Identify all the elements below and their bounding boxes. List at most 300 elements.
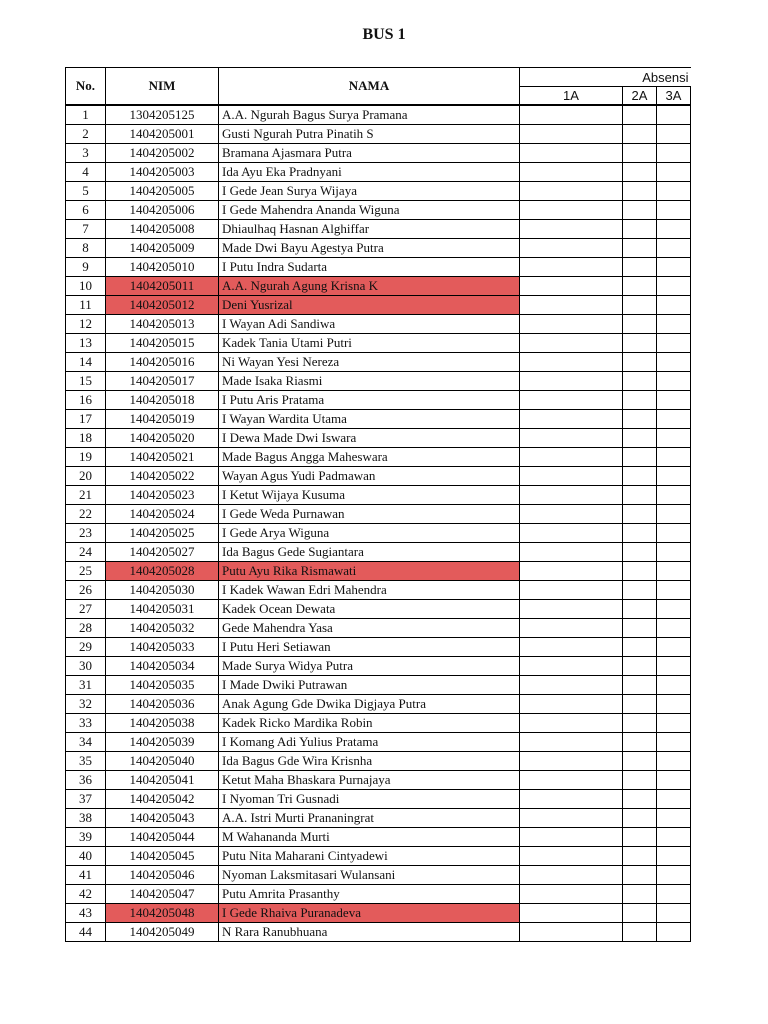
row-nim: 1404205033 [106, 637, 219, 656]
row-nim: 1304205125 [106, 105, 219, 125]
attendance-cell-1a [520, 200, 623, 219]
attendance-cell-1a [520, 656, 623, 675]
row-nama: I Komang Adi Yulius Pratama [219, 732, 520, 751]
row-nim: 1404205020 [106, 428, 219, 447]
row-nim: 1404205017 [106, 371, 219, 390]
table-row [66, 257, 691, 276]
row-nama: Dhiaulhaq Hasnan Alghiffar [219, 219, 520, 238]
row-nim: 1404205001 [106, 124, 219, 143]
row-number: 30 [66, 656, 106, 675]
attendance-cell-2a [623, 333, 657, 352]
row-number: 27 [66, 599, 106, 618]
attendance-cell-2a [623, 884, 657, 903]
table-row [66, 504, 691, 523]
table-row [66, 846, 691, 865]
row-number: 42 [66, 884, 106, 903]
row-nim: 1404205035 [106, 675, 219, 694]
row-number: 6 [66, 200, 106, 219]
table-row [66, 770, 691, 789]
attendance-cell-3a [657, 770, 691, 789]
attendance-cell-2a [623, 675, 657, 694]
attendance-cell-2a [623, 523, 657, 542]
attendance-cell-2a [623, 618, 657, 637]
row-nama: I Ketut Wijaya Kusuma [219, 485, 520, 504]
row-nama: Bramana Ajasmara Putra [219, 143, 520, 162]
row-nama: Putu Nita Maharani Cintyadewi [219, 846, 520, 865]
header-absensi: Absensi [520, 68, 691, 87]
attendance-cell-2a [623, 789, 657, 808]
row-nim: 1404205032 [106, 618, 219, 637]
row-nama: I Gede Weda Purnawan [219, 504, 520, 523]
row-nim: 1404205010 [106, 257, 219, 276]
attendance-cell-3a [657, 143, 691, 162]
attendance-cell-2a [623, 542, 657, 561]
row-nama: A.A. Istri Murti Prananingrat [219, 808, 520, 827]
attendance-cell-1a [520, 751, 623, 770]
row-number: 24 [66, 542, 106, 561]
row-nim: 1404205027 [106, 542, 219, 561]
attendance-cell-3a [657, 922, 691, 941]
table-row [66, 637, 691, 656]
row-number: 41 [66, 865, 106, 884]
attendance-cell-3a [657, 466, 691, 485]
attendance-cell-3a [657, 637, 691, 656]
row-nama: A.A. Ngurah Agung Krisna K [219, 276, 520, 295]
row-number: 20 [66, 466, 106, 485]
attendance-cell-3a [657, 105, 691, 125]
table-row [66, 884, 691, 903]
attendance-cell-3a [657, 751, 691, 770]
attendance-cell-2a [623, 827, 657, 846]
row-number: 5 [66, 181, 106, 200]
attendance-cell-1a [520, 542, 623, 561]
header-col-1a: 1A [520, 87, 623, 105]
row-nim: 1404205041 [106, 770, 219, 789]
attendance-cell-1a [520, 238, 623, 257]
attendance-cell-1a [520, 523, 623, 542]
attendance-cell-2a [623, 485, 657, 504]
attendance-cell-2a [623, 504, 657, 523]
attendance-cell-3a [657, 428, 691, 447]
row-nama: Wayan Agus Yudi Padmawan [219, 466, 520, 485]
attendance-cell-2a [623, 580, 657, 599]
header-col-2a: 2A [623, 87, 657, 105]
attendance-cell-3a [657, 865, 691, 884]
row-nama: A.A. Ngurah Bagus Surya Pramana [219, 105, 520, 125]
row-nim: 1404205043 [106, 808, 219, 827]
table-row [66, 428, 691, 447]
row-nama: M Wahananda Murti [219, 827, 520, 846]
attendance-cell-3a [657, 599, 691, 618]
attendance-cell-1a [520, 770, 623, 789]
attendance-cell-2a [623, 466, 657, 485]
attendance-cell-2a [623, 371, 657, 390]
row-number: 12 [66, 314, 106, 333]
row-number: 29 [66, 637, 106, 656]
attendance-cell-3a [657, 561, 691, 580]
row-nama: I Gede Mahendra Ananda Wiguna [219, 200, 520, 219]
attendance-cell-1a [520, 428, 623, 447]
attendance-cell-3a [657, 390, 691, 409]
row-nama: Deni Yusrizal [219, 295, 520, 314]
row-number: 17 [66, 409, 106, 428]
attendance-cell-1a [520, 846, 623, 865]
row-nama: I Putu Aris Pratama [219, 390, 520, 409]
attendance-cell-2a [623, 276, 657, 295]
attendance-cell-1a [520, 789, 623, 808]
row-number: 40 [66, 846, 106, 865]
header-no: No. [66, 68, 106, 105]
attendance-cell-1a [520, 808, 623, 827]
row-number: 34 [66, 732, 106, 751]
table-row [66, 599, 691, 618]
attendance-cell-1a [520, 352, 623, 371]
row-nama: I Gede Arya Wiguna [219, 523, 520, 542]
row-number: 3 [66, 143, 106, 162]
row-nama: Ida Bagus Gde Wira Krisnha [219, 751, 520, 770]
attendance-cell-3a [657, 181, 691, 200]
row-nim: 1404205047 [106, 884, 219, 903]
attendance-cell-2a [623, 846, 657, 865]
attendance-cell-3a [657, 333, 691, 352]
row-nama: Kadek Ricko Mardika Robin [219, 713, 520, 732]
attendance-cell-3a [657, 618, 691, 637]
row-number: 14 [66, 352, 106, 371]
row-nim: 1404205009 [106, 238, 219, 257]
attendance-cell-2a [623, 181, 657, 200]
attendance-cell-3a [657, 295, 691, 314]
attendance-cell-1a [520, 713, 623, 732]
table-row [66, 238, 691, 257]
attendance-cell-1a [520, 732, 623, 751]
header-nama: NAMA [219, 68, 520, 105]
attendance-cell-1a [520, 105, 623, 125]
attendance-cell-2a [623, 143, 657, 162]
table-row [66, 751, 691, 770]
table-row [66, 181, 691, 200]
table-row [66, 827, 691, 846]
attendance-cell-2a [623, 922, 657, 941]
attendance-cell-1a [520, 181, 623, 200]
table-row [66, 333, 691, 352]
row-nim: 1404205021 [106, 447, 219, 466]
row-number: 39 [66, 827, 106, 846]
attendance-cell-3a [657, 713, 691, 732]
row-number: 23 [66, 523, 106, 542]
table-row [66, 561, 691, 580]
attendance-cell-2a [623, 599, 657, 618]
attendance-cell-2a [623, 865, 657, 884]
row-nama: Kadek Tania Utami Putri [219, 333, 520, 352]
row-nim: 1404205024 [106, 504, 219, 523]
row-nim: 1404205046 [106, 865, 219, 884]
attendance-cell-3a [657, 352, 691, 371]
table-row [66, 200, 691, 219]
attendance-cell-3a [657, 257, 691, 276]
attendance-cell-3a [657, 219, 691, 238]
attendance-cell-2a [623, 409, 657, 428]
row-number: 16 [66, 390, 106, 409]
table-row [66, 447, 691, 466]
row-nim: 1404205018 [106, 390, 219, 409]
attendance-cell-1a [520, 599, 623, 618]
attendance-cell-1a [520, 371, 623, 390]
attendance-cell-2a [623, 447, 657, 466]
attendance-cell-1a [520, 466, 623, 485]
row-number: 9 [66, 257, 106, 276]
row-nama: Made Dwi Bayu Agestya Putra [219, 238, 520, 257]
row-nim: 1404205013 [106, 314, 219, 333]
row-number: 2 [66, 124, 106, 143]
table-row [66, 409, 691, 428]
row-nim: 1404205034 [106, 656, 219, 675]
row-nim: 1404205008 [106, 219, 219, 238]
table-row [66, 922, 691, 941]
row-nim: 1404205012 [106, 295, 219, 314]
table-row [66, 219, 691, 238]
row-number: 19 [66, 447, 106, 466]
row-nama: I Gede Rhaiva Puranadeva [219, 903, 520, 922]
row-nama: I Wayan Wardita Utama [219, 409, 520, 428]
attendance-cell-2a [623, 751, 657, 770]
attendance-cell-3a [657, 409, 691, 428]
row-nim: 1404205006 [106, 200, 219, 219]
row-nim: 1404205016 [106, 352, 219, 371]
attendance-cell-2a [623, 257, 657, 276]
attendance-cell-2a [623, 732, 657, 751]
row-nama: Putu Ayu Rika Rismawati [219, 561, 520, 580]
row-nim: 1404205042 [106, 789, 219, 808]
row-nama: I Putu Indra Sudarta [219, 257, 520, 276]
row-nama: Gusti Ngurah Putra Pinatih S [219, 124, 520, 143]
table-row [66, 352, 691, 371]
table-row [66, 485, 691, 504]
attendance-cell-1a [520, 637, 623, 656]
row-number: 31 [66, 675, 106, 694]
table-row [66, 656, 691, 675]
table-row [66, 580, 691, 599]
row-nim: 1404205049 [106, 922, 219, 941]
row-number: 18 [66, 428, 106, 447]
table-row [66, 523, 691, 542]
table-row [66, 713, 691, 732]
attendance-cell-1a [520, 865, 623, 884]
attendance-cell-3a [657, 504, 691, 523]
attendance-cell-3a [657, 238, 691, 257]
attendance-cell-3a [657, 523, 691, 542]
table-row [66, 542, 691, 561]
row-nim: 1404205011 [106, 276, 219, 295]
table-row [66, 276, 691, 295]
row-nim: 1404205015 [106, 333, 219, 352]
row-nama: Ketut Maha Bhaskara Purnajaya [219, 770, 520, 789]
table-row [66, 808, 691, 827]
attendance-cell-1a [520, 884, 623, 903]
attendance-cell-1a [520, 333, 623, 352]
row-number: 10 [66, 276, 106, 295]
row-nama: I Gede Jean Surya Wijaya [219, 181, 520, 200]
attendance-cell-3a [657, 124, 691, 143]
row-number: 13 [66, 333, 106, 352]
attendance-cell-1a [520, 580, 623, 599]
row-number: 11 [66, 295, 106, 314]
attendance-cell-2a [623, 656, 657, 675]
attendance-cell-2a [623, 238, 657, 257]
attendance-cell-1a [520, 257, 623, 276]
table-row [66, 618, 691, 637]
attendance-cell-1a [520, 827, 623, 846]
attendance-cell-3a [657, 789, 691, 808]
attendance-cell-2a [623, 561, 657, 580]
table-row [66, 390, 691, 409]
attendance-cell-2a [623, 124, 657, 143]
row-nim: 1404205036 [106, 694, 219, 713]
row-nim: 1404205022 [106, 466, 219, 485]
table-row [66, 903, 691, 922]
row-number: 36 [66, 770, 106, 789]
attendance-cell-1a [520, 276, 623, 295]
attendance-cell-3a [657, 846, 691, 865]
attendance-cell-2a [623, 713, 657, 732]
attendance-cell-1a [520, 694, 623, 713]
attendance-cell-1a [520, 447, 623, 466]
attendance-cell-3a [657, 656, 691, 675]
row-nim: 1404205005 [106, 181, 219, 200]
attendance-cell-1a [520, 922, 623, 941]
row-nim: 1404205048 [106, 903, 219, 922]
table-body [66, 105, 691, 942]
row-number: 4 [66, 162, 106, 181]
attendance-cell-3a [657, 162, 691, 181]
attendance-cell-2a [623, 105, 657, 125]
row-number: 44 [66, 922, 106, 941]
row-nim: 1404205019 [106, 409, 219, 428]
row-nim: 1404205045 [106, 846, 219, 865]
header-nim: NIM [106, 68, 219, 105]
table-row [66, 371, 691, 390]
attendance-cell-2a [623, 808, 657, 827]
row-number: 25 [66, 561, 106, 580]
attendance-cell-1a [520, 162, 623, 181]
attendance-cell-2a [623, 314, 657, 333]
attendance-cell-2a [623, 162, 657, 181]
row-nama: N Rara Ranubhuana [219, 922, 520, 941]
attendance-cell-1a [520, 143, 623, 162]
sheet-title: BUS 1 [362, 26, 406, 43]
row-nama: Gede Mahendra Yasa [219, 618, 520, 637]
attendance-cell-3a [657, 542, 691, 561]
attendance-cell-2a [623, 295, 657, 314]
table-row [66, 105, 691, 125]
table-row [66, 314, 691, 333]
row-number: 7 [66, 219, 106, 238]
attendance-cell-2a [623, 428, 657, 447]
row-number: 15 [66, 371, 106, 390]
attendance-cell-1a [520, 485, 623, 504]
attendance-cell-1a [520, 124, 623, 143]
attendance-cell-3a [657, 884, 691, 903]
header-col-3a: 3A [657, 87, 691, 105]
attendance-cell-3a [657, 903, 691, 922]
attendance-cell-1a [520, 561, 623, 580]
table-row [66, 162, 691, 181]
attendance-cell-3a [657, 694, 691, 713]
row-number: 28 [66, 618, 106, 637]
row-nama: Ni Wayan Yesi Nereza [219, 352, 520, 371]
row-nama: Anak Agung Gde Dwika Digjaya Putra [219, 694, 520, 713]
attendance-cell-3a [657, 827, 691, 846]
row-nim: 1404205039 [106, 732, 219, 751]
row-nim: 1404205038 [106, 713, 219, 732]
row-number: 26 [66, 580, 106, 599]
attendance-cell-2a [623, 637, 657, 656]
row-number: 32 [66, 694, 106, 713]
table-row [66, 865, 691, 884]
row-nim: 1404205030 [106, 580, 219, 599]
row-nim: 1404205044 [106, 827, 219, 846]
row-nim: 1404205023 [106, 485, 219, 504]
row-number: 35 [66, 751, 106, 770]
row-number: 22 [66, 504, 106, 523]
attendance-cell-3a [657, 732, 691, 751]
row-nama: Kadek Ocean Dewata [219, 599, 520, 618]
row-nama: I Dewa Made Dwi Iswara [219, 428, 520, 447]
row-number: 8 [66, 238, 106, 257]
row-nama: Made Bagus Angga Maheswara [219, 447, 520, 466]
table-row [66, 675, 691, 694]
row-number: 33 [66, 713, 106, 732]
attendance-cell-1a [520, 618, 623, 637]
row-number: 38 [66, 808, 106, 827]
attendance-table [65, 67, 691, 942]
row-nim: 1404205002 [106, 143, 219, 162]
row-nama: I Kadek Wawan Edri Mahendra [219, 580, 520, 599]
attendance-cell-1a [520, 219, 623, 238]
table-row [66, 124, 691, 143]
table-row [66, 694, 691, 713]
attendance-cell-1a [520, 504, 623, 523]
attendance-cell-2a [623, 903, 657, 922]
attendance-cell-2a [623, 219, 657, 238]
row-number: 43 [66, 903, 106, 922]
attendance-cell-3a [657, 200, 691, 219]
row-nama: I Wayan Adi Sandiwa [219, 314, 520, 333]
row-nim: 1404205003 [106, 162, 219, 181]
attendance-cell-1a [520, 675, 623, 694]
row-number: 37 [66, 789, 106, 808]
attendance-cell-1a [520, 314, 623, 333]
attendance-cell-2a [623, 770, 657, 789]
attendance-cell-3a [657, 276, 691, 295]
row-number: 21 [66, 485, 106, 504]
row-nama: I Nyoman Tri Gusnadi [219, 789, 520, 808]
row-nim: 1404205028 [106, 561, 219, 580]
table-row [66, 295, 691, 314]
attendance-cell-3a [657, 371, 691, 390]
row-nim: 1404205031 [106, 599, 219, 618]
attendance-cell-1a [520, 903, 623, 922]
attendance-cell-3a [657, 485, 691, 504]
attendance-cell-2a [623, 352, 657, 371]
row-nama: Ida Ayu Eka Pradnyani [219, 162, 520, 181]
table-row [66, 143, 691, 162]
row-nim: 1404205025 [106, 523, 219, 542]
row-nama: I Putu Heri Setiawan [219, 637, 520, 656]
row-nama: Putu Amrita Prasanthy [219, 884, 520, 903]
attendance-cell-3a [657, 447, 691, 466]
row-nama: Nyoman Laksmitasari Wulansani [219, 865, 520, 884]
attendance-cell-2a [623, 694, 657, 713]
